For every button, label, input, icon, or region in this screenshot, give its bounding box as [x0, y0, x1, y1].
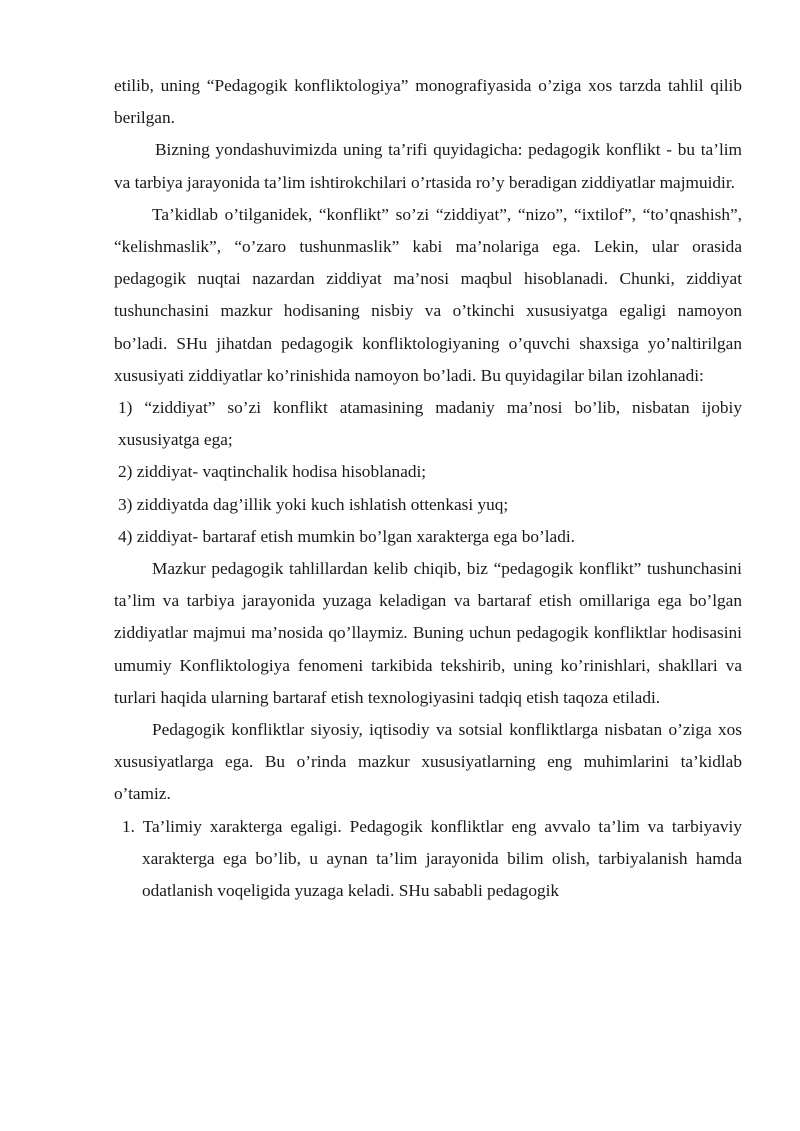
paragraph-analysis: Mazkur pedagogik tahlillardan kelib chiqib, biz “pedagogik konflikt” tushunchasini ta’lim va tarbiya jarayonida yuzaga keladigan va bartaraf etish omillariga ega bo’lgan ziddiyatlar majmui ma’nosida qo’llaymiz. Buning uchun pedagogik konfliktlar hodisasini umumiy Konfliktologiya fenomeni tarkibida tekshirib, uning ko’rinishlari, shakllari va turlari haqida ularning bartaraf etish texnologiyasini tadqiq etish taqoza etiladi. — [114, 559, 742, 707]
paragraph-continuation: etilib, uning “Pedagogik konfliktologiya” monografiyasida o’ziga xos tarzda tahlil qilib berilgan. — [114, 76, 742, 128]
list-item: 4) ziddiyat- bartaraf etish mumkin bo’lgan xarakterga ega bo’ladi. — [118, 526, 575, 546]
paragraph-definition: Bizning yondashuvimizda uning ta’rifi quyidagicha: pedagogik konflikt - bu ta’lim va tarbiya jarayonida ta’lim ishtirokchilari o’rtasida ro’y beradigan ziddiyatlar majmuidir. — [114, 140, 742, 192]
list-item: 3) ziddiyatda dag’illik yoki kuch ishlatish ottenkasi yuq; — [118, 494, 509, 514]
paragraph-conflict-meanings: Ta’kidlab o’tilganidek, “konflikt” so’zi “ziddiyat”, “nizo”, “ixtilof”, “to’qnashish”, “kelishmaslik”, “o’zaro tushunmaslik” kabi ma’nolariga ega. Lekin, ular orasida pedagogik nuqtai nazardan ziddiyat ma’nosi maqbul hisoblanadi. Chunki, ziddiyat tushunchasini mazkur hodisaning nisbiy va o’tkinchi xususiyatga egaligi namoyon bo’ladi. SHu jihatdan pedagogik konfliktologiyaning o’quvchi shaxsiga yo’naltirilgan xususiyati ziddiyatlar ko’rinishida namoyon bo’ladi. Bu quyidagilar bilan izohlanadi: — [114, 204, 742, 385]
document-page — [114, 70, 742, 907]
paragraph-specifics: Pedagogik konfliktlar siyosiy, iqtisodiy va sotsial konfliktlarga nisbatan o’ziga xos xususiyatlarga ega. Bu o’rinda mazkur xususiyatlarning eng muhimlarini ta’kidlab o’tamiz. — [114, 720, 742, 804]
list-item: 1) “ziddiyat” so’zi konflikt atamasining madaniy ma’nosi bo’lib, nisbatan ijobiy xususiyatga ega; — [118, 398, 742, 450]
list-item: 2) ziddiyat- vaqtinchalik hodisa hisoblanadi; — [118, 462, 427, 482]
feature-list — [114, 392, 742, 553]
numbered-list — [114, 811, 742, 908]
numbered-item: 1. Ta’limiy xarakterga egaligi. Pedagogik konfliktlar eng avvalo ta’lim va tarbiyaviy xarakterga ega bo’lib, u aynan ta’lim jarayonida bilim olish, tarbiyalanish hamda odatlanish voqeligida yuzaga keladi. SHu sababli pedagogik — [122, 816, 742, 901]
